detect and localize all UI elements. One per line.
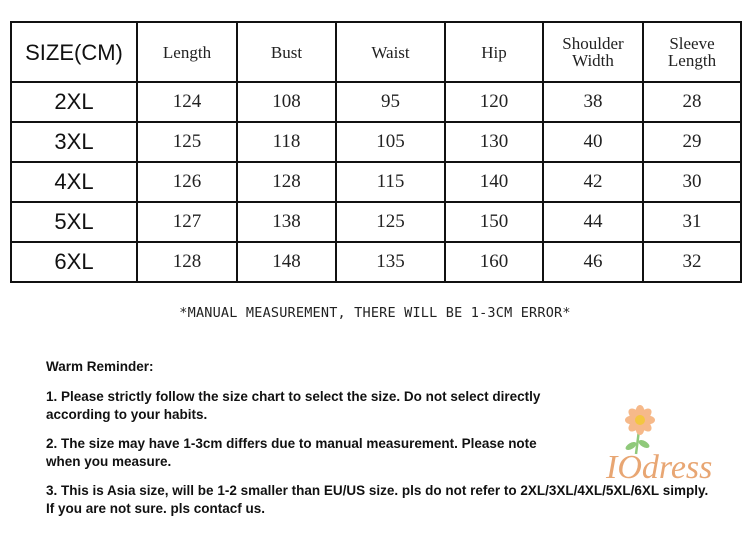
cell-bust: 108 xyxy=(237,82,336,122)
cell-waist: 105 xyxy=(336,122,445,162)
cell-length: 127 xyxy=(137,202,237,242)
size-label: 6XL xyxy=(11,242,137,282)
cell-shoulder-width: 46 xyxy=(543,242,643,282)
measurement-note: *MANUAL MEASUREMENT, THERE WILL BE 1-3CM ERROR* xyxy=(179,305,571,321)
cell-length: 124 xyxy=(137,82,237,122)
cell-waist: 135 xyxy=(336,242,445,282)
cell-shoulder-width: 38 xyxy=(543,82,643,122)
column-header-shoulder-width: Shoulder Width xyxy=(543,22,643,82)
column-header-bust: Bust xyxy=(237,22,336,82)
table-row xyxy=(11,122,741,162)
reminder-item: 3. This is Asia size, will be 1-2 smaller than EU/US size. pls do not refer to 2XL/3XL/4XL/5XL/6XL simply. If you are not sure. pls contacf us. xyxy=(46,483,709,516)
cell-bust: 118 xyxy=(237,122,336,162)
table-row xyxy=(11,242,741,282)
cell-bust: 148 xyxy=(237,242,336,282)
column-header-hip: Hip xyxy=(445,22,543,82)
reminder-item: 1. Please strictly follow the size chart to select the size. Do not select directly according to your habits. xyxy=(46,389,541,422)
size-label: 4XL xyxy=(11,162,137,202)
header-row xyxy=(11,22,741,82)
column-header-waist: Waist xyxy=(336,22,445,82)
table-row xyxy=(11,82,741,122)
cell-length: 126 xyxy=(137,162,237,202)
size-label: 3XL xyxy=(11,122,137,162)
logo-text: IOdress xyxy=(606,449,713,486)
cell-waist: 125 xyxy=(336,202,445,242)
cell-hip: 160 xyxy=(445,242,543,282)
cell-shoulder-width: 44 xyxy=(543,202,643,242)
table-row xyxy=(11,202,741,242)
cell-waist: 115 xyxy=(336,162,445,202)
size-label: 2XL xyxy=(11,82,137,122)
cell-waist: 95 xyxy=(336,82,445,122)
cell-hip: 130 xyxy=(445,122,543,162)
cell-length: 125 xyxy=(137,122,237,162)
cell-sleeve-length: 28 xyxy=(643,82,741,122)
cell-sleeve-length: 32 xyxy=(643,242,741,282)
brand-logo xyxy=(604,404,734,514)
column-header-length: Length xyxy=(137,22,237,82)
reminder-item: 2. The size may have 1-3cm differs due to manual measurement. Please note when you measure. xyxy=(46,436,537,469)
size-chart-table xyxy=(10,21,742,283)
cell-sleeve-length: 31 xyxy=(643,202,741,242)
table-row xyxy=(11,162,741,202)
size-label: 5XL xyxy=(11,202,137,242)
cell-hip: 120 xyxy=(445,82,543,122)
cell-hip: 140 xyxy=(445,162,543,202)
column-header-sleeve-length: Sleeve Length xyxy=(643,22,741,82)
reminder-title: Warm Reminder: xyxy=(46,359,154,374)
cell-shoulder-width: 42 xyxy=(543,162,643,202)
cell-length: 128 xyxy=(137,242,237,282)
cell-sleeve-length: 30 xyxy=(643,162,741,202)
cell-bust: 128 xyxy=(237,162,336,202)
size-header: SIZE(CM) xyxy=(11,22,137,82)
cell-hip: 150 xyxy=(445,202,543,242)
cell-sleeve-length: 29 xyxy=(643,122,741,162)
flower-icon xyxy=(604,404,734,514)
cell-shoulder-width: 40 xyxy=(543,122,643,162)
cell-bust: 138 xyxy=(237,202,336,242)
